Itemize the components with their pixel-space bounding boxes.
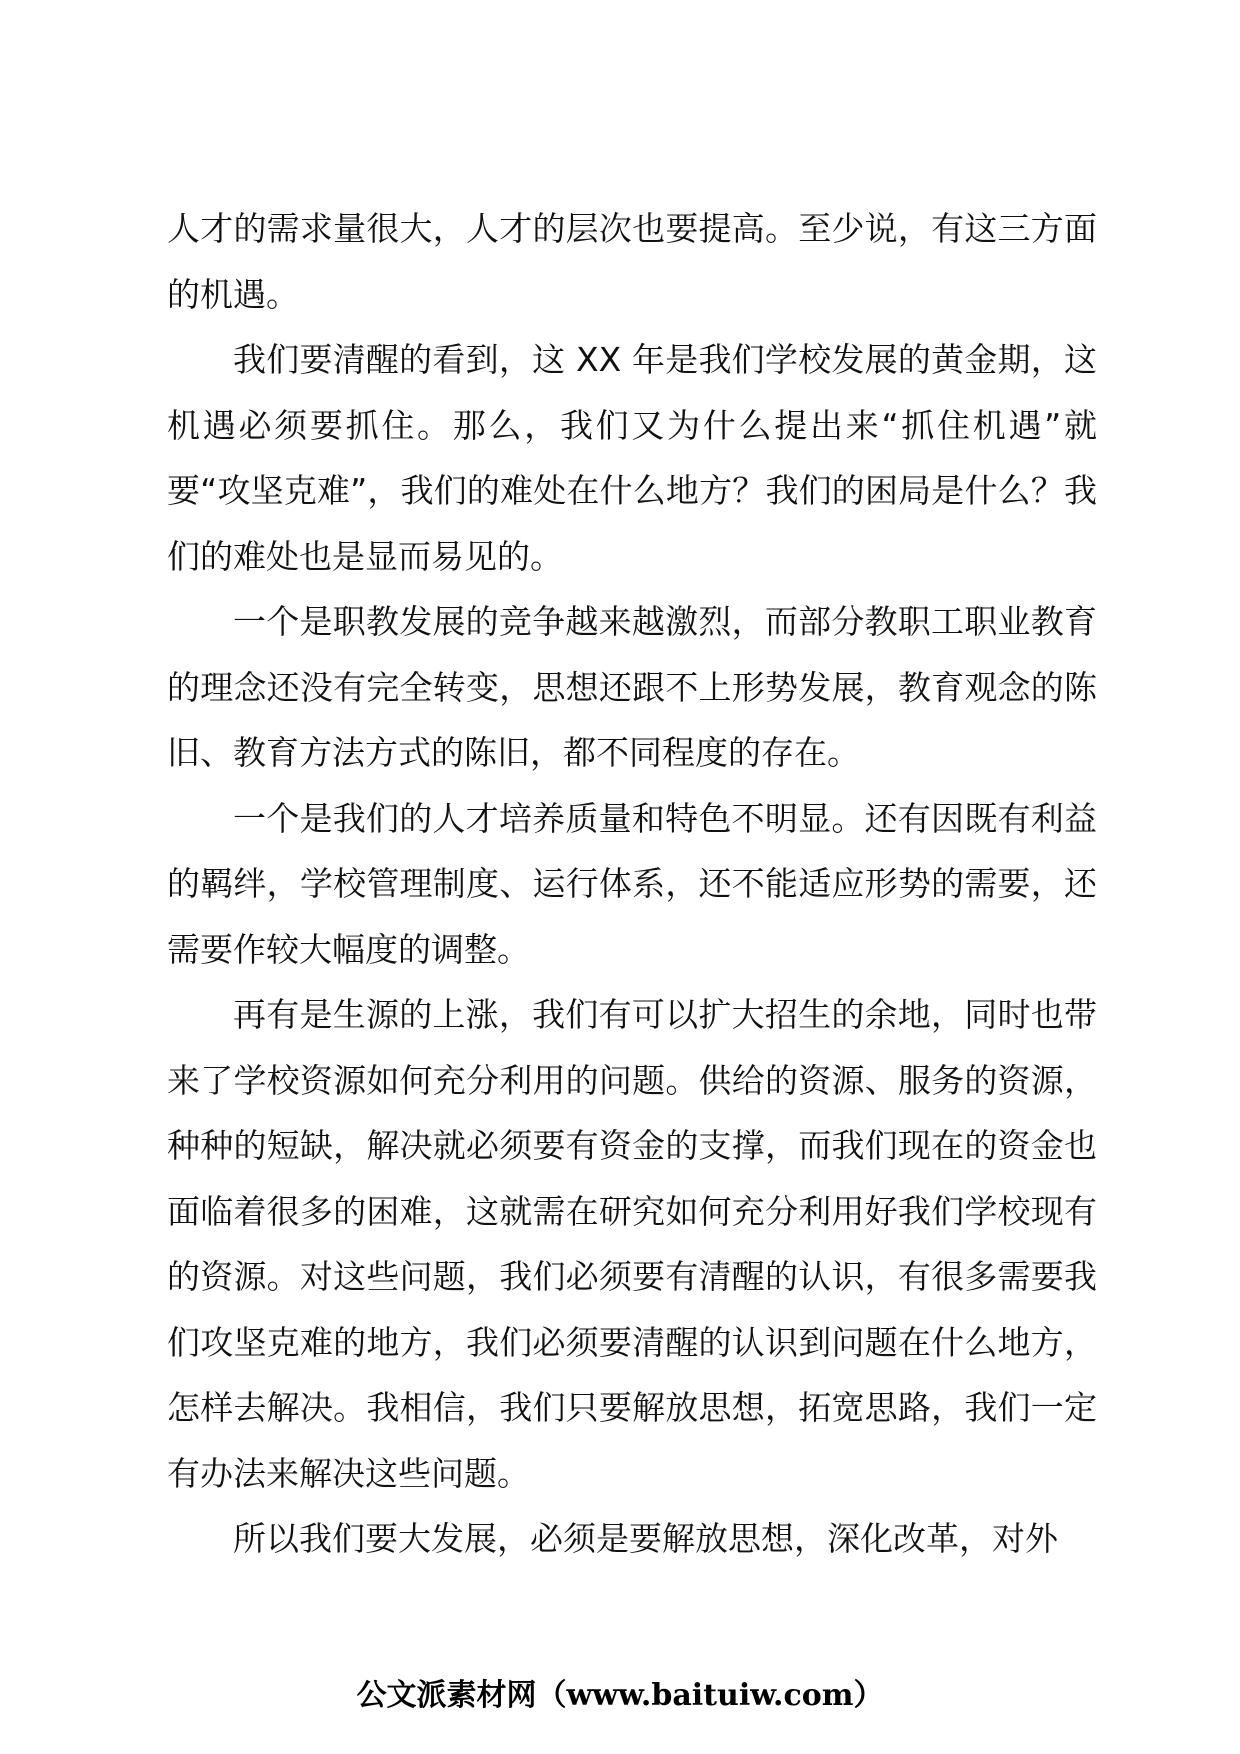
footer-watermark: 公文派素材网（www.baituiw.com）	[356, 1678, 884, 1713]
paragraph-2: 我们要清醒的看到，这 XX 年是我们学校发展的黄金期，这机遇必须要抓住。那么，我们又为什么提出来“抓住机遇”就要“攻坚克难”，我们的难处在什么地方？我们的困局是什么？我们的难处也是显而易见的。	[167, 340, 1097, 576]
paragraph-4: 一个是我们的人才培养质量和特色不明显。还有因既有利益的羁绊，学校管理制度、运行体系，还不能适应形势的需要，还需要作较大幅度的调整。	[167, 798, 1097, 969]
paragraph-3: 一个是职教发展的竞争越来越激烈，而部分教职工职业教育的理念还没有完全转变，思想还跟不上形势发展，教育观念的陈旧、教育方法方式的陈旧，都不同程度的存在。	[167, 602, 1097, 772]
paragraph-5: 再有是生源的上涨，我们有可以扩大招生的余地，同时也带来了学校资源如何充分利用的问题。供给的资源、服务的资源，种种的短缺，解决就必须要有资金的支撑，而我们现在的资金也面临着很多的困难，这就需在研究如何充分利用好我们学校现有的资源。对这些问题，我们必须要有清醒的认识，有很多需要我们攻坚克难的地方，我们必须要清醒的认识到问题在什么地方，怎样去解决。我相信，我们只要解放思想，拓宽思路，我们一定有办法来解决这些问题。	[167, 995, 1097, 1493]
paragraph-1: 人才的需求量很大，人才的层次也要提高。至少说，有这三方面的机遇。	[167, 209, 1097, 314]
paragraph-6: 所以我们要大发展，必须是要解放思想，深化改革，对外	[233, 1519, 1058, 1558]
document-body	[167, 196, 1097, 1572]
